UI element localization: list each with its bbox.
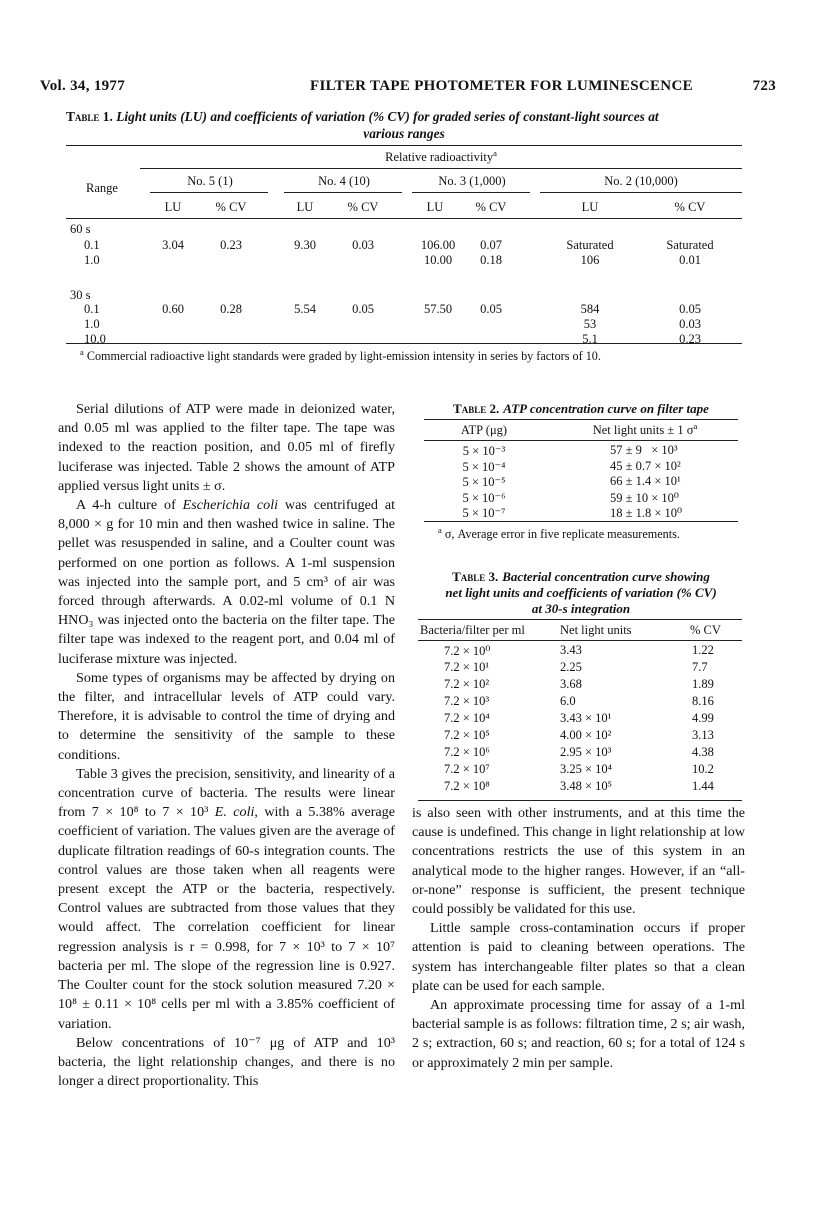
t1-cell: Saturated — [666, 238, 714, 252]
left-paragraph-2 — [58, 496, 395, 669]
table3-caption-line3: at 30-s integration — [531, 601, 631, 616]
t1-cell: 0.07 — [480, 238, 502, 252]
table1-source-rule-2 — [284, 192, 402, 193]
t1-sub-lu-1: LU — [164, 200, 182, 214]
left-paragraph-1: Serial dilutions of ATP were made in deionized water, and 0.05 ml was applied to the filter tape. The tape was indexed to the reaction position, and 0.05 ml of firefly luciferase was injected. Table 2 shows the amount of ATP applied versus light units ± σ. — [58, 401, 395, 494]
table1-label: Table 1. — [66, 109, 113, 124]
table3-col-header-bacteria: Bacteria/filter per ml — [420, 623, 525, 637]
t3-cv-cell: 3.13 — [692, 728, 714, 742]
table1-source-rule-4 — [540, 192, 742, 193]
left-p4-italic: E. coli — [214, 804, 255, 821]
t1-cell: 0.05 — [679, 302, 701, 316]
table1-source-rule-3 — [412, 192, 530, 193]
table3-caption — [420, 569, 742, 617]
t1-range-cell: 0.1 — [84, 302, 100, 316]
t3-bacteria-cell: 7.2 × 10⁶ — [444, 745, 490, 759]
table1-footnote — [80, 346, 742, 364]
t1-cell: 106 — [580, 253, 600, 267]
t3-bacteria-cell: 7.2 × 10⁵ — [444, 728, 490, 742]
table2-col-header-light-text: Net light units ± 1 σ — [592, 423, 694, 437]
table2-caption-text: ATP concentration curve on filter tape — [503, 401, 709, 416]
t3-light-cell: 3.68 — [560, 677, 582, 691]
t1-sub-lu-3: LU — [426, 200, 444, 214]
table3-caption-line2: net light units and coefficients of variation (% CV) — [445, 585, 717, 600]
t1-sub-lu-2: LU — [296, 200, 314, 214]
t3-light-cell: 2.25 — [560, 660, 582, 674]
t1-cell: 3.04 — [162, 238, 184, 252]
t1-cell: 0.28 — [220, 302, 242, 316]
t2-light-cell: 59 ± 10 × 10⁰ — [610, 490, 679, 505]
right-paragraph-1: is also seen with other instruments, and at this time the cause is undefined. This change in light relationship at low concentrations restricts the use of this system in an analytical mode to the higher ranges. However, if an “all-or-none” response is sufficient, the present technique could possibly be validated for this use. — [412, 805, 745, 918]
t3-cv-cell: 8.16 — [692, 694, 714, 708]
t1-cell: 10.00 — [423, 253, 453, 267]
table3-header-rule — [418, 640, 742, 641]
t3-light-cell: 3.43 × 10¹ — [560, 711, 612, 725]
t3-cv-cell: 10.2 — [692, 762, 714, 776]
t3-cv-cell: 1.44 — [692, 779, 714, 793]
t1-cell: 53 — [583, 317, 597, 331]
table3-label: Table 3. — [452, 569, 499, 584]
t3-light-cell: 6.0 — [560, 694, 576, 708]
left-p2-part2: was centrifuged at 8,000 × g for 10 min and then washed twice in saline. The pellet was resuspended in saline, and a Coulter count was performed on one portion as follows. A 1-ml suspension was injected into the sample port, and 5 cm³ of air was forced through afterwards. A 0.02-ml volume of 0.1 N HNO₃ was injected onto the bacteria on the filter tape. The filter tape was indexed to the reagent port, and 0.04 ml of luciferase mixture was injected. — [58, 497, 395, 667]
table3-top-rule — [418, 619, 742, 620]
t3-bacteria-cell: 7.2 × 10⁸ — [444, 779, 490, 793]
table1-source-rule-1 — [150, 192, 268, 193]
table3-bottom-rule — [418, 800, 742, 801]
t1-sub-cv-3: % CV — [475, 200, 507, 214]
t1-sub-cv-2: % CV — [347, 200, 379, 214]
left-paragraph-5: Below concentrations of 10⁻⁷ μg of ATP and 10³ bacteria, the light relationship changes, and there is no longer a direct proportionality. This — [58, 1034, 395, 1090]
t1-cell: 5.54 — [294, 302, 316, 316]
table1-footnote-text: Commercial radioactive light standards were graded by light-emission intensity in series by factors of 10. — [86, 349, 601, 363]
table1-top-rule — [66, 145, 742, 146]
t3-bacteria-cell: 7.2 × 10⁷ — [444, 762, 490, 776]
t2-light-cell: 66 ± 1.4 × 10¹ — [610, 474, 681, 488]
table1-group-header — [140, 147, 742, 165]
t3-light-cell: 3.43 — [560, 643, 582, 657]
table1-source-2: No. 4 (10) — [318, 174, 370, 188]
t1-range-cell: 1.0 — [84, 253, 100, 267]
t1-range-cell: 1.0 — [84, 317, 100, 331]
table2-footnote-text: σ, Average error in five replicate measurements. — [444, 527, 680, 541]
table1-header-rule — [66, 218, 742, 219]
table1-source-3: No. 3 (1,000) — [438, 174, 506, 188]
t1-cell: 106.00 — [420, 238, 456, 252]
table3-col-header-light: Net light units — [560, 623, 632, 637]
running-title: FILTER TAPE PHOTOMETER FOR LUMINESCENCE — [310, 78, 693, 94]
table3-caption-line1: Bacterial concentration curve showing — [502, 569, 710, 584]
table1-range-header: Range — [86, 181, 118, 195]
t2-atp-cell: 5 × 10⁻⁴ — [462, 459, 506, 474]
table2-col-header-light — [560, 420, 730, 438]
right-paragraph-3: An approximate processing time for assay of a 1-ml bacterial sample is as follows: filtration time, 2 s; air wash, 2 s; extraction, 60 s; and reaction, 60 s; for a total of 124 s or approximately 2 min per sample. — [412, 997, 745, 1071]
table2-top-rule — [424, 419, 738, 420]
t2-atp-cell: 5 × 10⁻⁵ — [462, 475, 506, 489]
table2-header-rule — [424, 440, 738, 441]
t1-cell: 0.03 — [679, 317, 701, 331]
left-paragraph-4 — [58, 765, 395, 1034]
t2-light-cell: 57 ± 9 × 10³ — [610, 443, 678, 457]
table1-source-1: No. 5 (1) — [187, 174, 233, 188]
t1-sub-cv-4: % CV — [674, 200, 706, 214]
table2-bottom-rule — [424, 521, 738, 522]
t3-cv-cell: 1.89 — [692, 677, 714, 691]
t3-light-cell: 4.00 × 10² — [560, 728, 612, 742]
table2-footnote-mark: a — [438, 524, 442, 535]
t2-light-cell: 45 ± 0.7 × 10² — [610, 458, 681, 473]
t1-cell: Saturated — [566, 238, 614, 252]
t3-cv-cell: 7.7 — [692, 660, 708, 674]
t1-section-60s: 60 s — [70, 222, 91, 236]
table2-caption — [420, 400, 742, 418]
table1-group-header-mark: a — [493, 147, 497, 158]
t1-cell: 0.03 — [352, 238, 374, 252]
table1-bottom-rule — [66, 343, 742, 344]
t3-cv-cell: 4.99 — [692, 711, 714, 725]
t3-light-cell: 3.48 × 10⁵ — [560, 779, 613, 793]
table2-footnote — [438, 524, 738, 542]
table2-col-header-atp: ATP (μg) — [460, 423, 508, 437]
t3-cv-cell: 4.38 — [692, 745, 714, 759]
t1-range-cell: 10.0 — [84, 332, 106, 346]
t1-cell: 0.60 — [162, 302, 184, 316]
t3-cv-cell: 1.22 — [692, 643, 714, 657]
right-column — [412, 804, 745, 1073]
left-p4-part2: , with a 5.38% average coefficient of variation. The values given are the average of duplicate filtration readings of 60-s integration counts. The control values are those taken when all reagents were present except the ATP or the bacteria, respectively. Control values are subtracted from those values that they would affect. The correlation coefficient for linear regression analysis is r = 0.998, for 7 × 10³ to 7 × 10⁷ bacteria per ml. The slope of the regression line is 0.927. The Coulter count for the stock solution measured 7.20 × 10⁸ ± 0.11 × 10⁸ cells per ml with a 3.85% coefficient of variation. — [58, 804, 395, 1032]
table1-source-4: No. 2 (10,000) — [604, 174, 678, 188]
t3-bacteria-cell: 7.2 × 10⁰ — [444, 644, 491, 658]
t2-atp-cell: 5 × 10⁻⁷ — [462, 506, 506, 520]
t1-cell: 9.30 — [294, 238, 316, 252]
t2-light-cell: 18 ± 1.8 × 10⁰ — [610, 506, 683, 520]
t1-sub-lu-4: LU — [581, 200, 599, 214]
left-paragraph-3: Some types of organisms may be affected by drying on the filter, and intracellular levels of ATP could vary. Therefore, it is advisable to control the time of drying and to determine the sensitivity of the sample to these conditions. — [58, 669, 395, 763]
t1-cell: 584 — [580, 302, 600, 316]
left-p2-italic: Escherichia coli — [182, 497, 279, 514]
t1-section-30s: 30 s — [70, 288, 91, 302]
table1-footnote-mark: a — [80, 346, 84, 357]
table2-col-header-mark: a — [693, 420, 698, 431]
t1-cell: 5.1 — [582, 332, 598, 346]
volume-info: Vol. 34, 1977 — [40, 78, 126, 94]
t3-bacteria-cell: 7.2 × 10² — [444, 677, 490, 691]
table1-group-rule — [140, 168, 742, 169]
table2-label: Table 2. — [453, 401, 500, 416]
t1-cell: 57.50 — [423, 302, 453, 316]
t1-sub-cv-1: % CV — [215, 200, 247, 214]
left-p2-part1: A 4-h culture of — [76, 497, 183, 514]
table1-group-header-text: Relative radioactivity — [385, 150, 494, 164]
t3-bacteria-cell: 7.2 × 10⁴ — [444, 711, 490, 725]
t3-bacteria-cell: 7.2 × 10³ — [444, 694, 490, 708]
t1-range-cell: 0.1 — [84, 238, 100, 252]
t3-light-cell: 3.25 × 10⁴ — [560, 762, 613, 776]
t3-light-cell: 2.95 × 10³ — [560, 745, 612, 759]
t2-atp-cell: 5 × 10⁻³ — [462, 444, 506, 458]
t1-cell: 0.05 — [480, 302, 502, 316]
right-paragraph-2: Little sample cross-contamination occurs if proper attention is paid to cleaning between operations. The system has interchangeable filter plates so that a clean plate can be used for each sample. — [412, 920, 745, 994]
page-number: 723 — [752, 78, 776, 94]
table1-caption-line1: Light units (LU) and coefficients of variation (% CV) for graded series of constant-light sources at — [116, 109, 659, 124]
t1-cell: 0.23 — [220, 238, 242, 252]
left-column — [58, 400, 395, 1091]
t3-bacteria-cell: 7.2 × 10¹ — [444, 660, 490, 674]
t1-cell: 0.23 — [679, 332, 701, 346]
t1-cell: 0.05 — [352, 302, 374, 316]
table1-caption-line2: various ranges — [363, 126, 445, 141]
table3-col-header-cv: % CV — [690, 623, 721, 637]
left-p4-part1: Table 3 gives the precision, sensitivity, and linearity of a concentration curve of bacteria. The results were linear from 7 × 10⁸ to 7 × 10³ — [58, 765, 395, 821]
table1-caption — [66, 108, 742, 142]
t2-atp-cell: 5 × 10⁻⁶ — [462, 490, 506, 505]
t1-cell: 0.01 — [679, 253, 701, 267]
t1-cell: 0.18 — [480, 253, 502, 267]
